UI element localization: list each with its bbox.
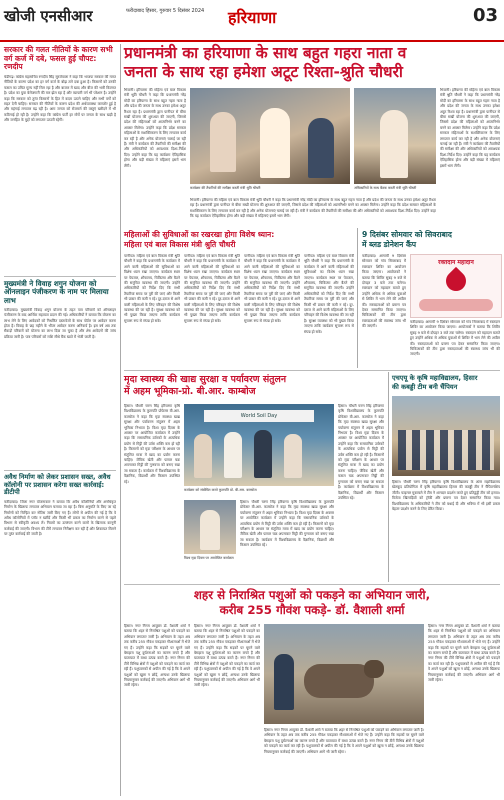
divider (4, 276, 116, 277)
cattle-body-col4: हिसार। नगर निगम आयुक्त डॉ. वैशाली शर्मा ने बताया कि शहर से निराश्रित पशुओं को पकड़ने का अभियान लगातार जारी है। अभियान के तहत अब तक करीब 255 गौवंश पकड़कर गौशालाओं में भेजे गए हैं। उन्होंने कहा कि सड़कों पर घूमने वाले बेसहारा पशु दुर्घटनाओं का कारण बनते हैं और यातायात में बाधा उत्पन्न करते हैं। नगर निगम की टीमें विभिन्न क्षेत्रों में पशुओं को पकड़ने का कार्य कर रही हैं। पशुपालकों से अपील की गई है कि वे अपने पशुओं को खुला न छोड़ें, अन्यथा उनके खिलाफ नियमानुसार कार्रवाई की जाएगी। अभियान आगे भी जारी रहेगा। (428, 624, 500, 683)
women-body-col4: पानीपत। महिला एवं बाल विकास मंत्री श्रुति चौधरी ने कहा कि प्रधानमंत्री के कार्यक्रम में आने वाली महिलाओं की सुविधाओं का विशेष ध्यान रखा जाएगा। कार्यक्रम स्थल पर पेयजल, शौचालय, चिकित्सा और बैठने की समुचित व्यवस्था की जाएगी। उन्होंने अधिकारियों को निर्देश दिए कि सभी तैयारियां समय पर पूरी की जाएं और किसी भी प्रकार की कमी न रहे। दूर-दराज से आने वाली महिलाओं के लिए परिवहन की विशेष व्यवस्था की जा रही है। सुरक्षा व्यवस्था को भी पुख्ता किया जाएगा ताकि कार्यक्रम सुचारू रूप से संपन्न हो सके। (304, 254, 354, 334)
lead-col1 (124, 88, 186, 228)
lead-caption-2: अधिकारियों के साथ बैठक करती मंत्री श्रुति चौधरी (354, 186, 417, 190)
blood-drop-icon (442, 267, 470, 295)
left-bottom-headline: अवैध निर्माण को लेकर प्रशासन सख्त, अवैध कॉलोनी पर प्रशासन करेगा सख्त कार्रवाई: डीटीपी (4, 473, 111, 497)
section-title: हरियाणा (228, 8, 277, 27)
women-headline-line2: महिला एवं बाल विकास मंत्री श्रुति चौधरी (124, 240, 236, 249)
lead-headline-line2: जनता के साथ रहा हमेशा अटूट रिश्ता-श्रुति चौधरी (124, 63, 403, 81)
person-figure (210, 112, 236, 172)
divider (4, 470, 116, 471)
person-figure (284, 434, 302, 478)
lead-headline-line1: प्रधानमंत्री का हरियाणा के साथ बहुत गहरा नाता व (124, 44, 407, 62)
women-body-col1: पानीपत। महिला एवं बाल विकास मंत्री श्रुति चौधरी ने कहा कि प्रधानमंत्री के कार्यक्रम में आने वाली महिलाओं की सुविधाओं का विशेष ध्यान रखा जाएगा। कार्यक्रम स्थल पर पेयजल, शौचालय, चिकित्सा और बैठने की समुचित व्यवस्था की जाएगी। उन्होंने अधिकारियों को निर्देश दिए कि सभी तैयारियां समय पर पूरी की जाएं और किसी भी प्रकार की कमी न रहे। दूर-दराज से आने वाली महिलाओं के लिए परिवहन की विशेष व्यवस्था की जा रही है। सुरक्षा व्यवस्था को भी पुख्ता किया जाएगा ताकि कार्यक्रम सुचारू रूप से संपन्न हो सके। (124, 254, 180, 323)
blood-body-col2: फरीदाबाद। आगामी 9 दिसंबर सोमवार को गांव सिवराबाद में रक्तदान शिविर का आयोजन किया जाएगा। आयोजकों ने बताया कि शिविर सुबह 9 बजे से दोपहर 3 बजे तक चलेगा। रक्तदान को महादान बताते हुए उन्होंने अधिक से अधिक युवाओं से शिविर में भाग लेने की अपील की। रक्तदाताओं को प्रमाण पत्र देकर सम्मानित किया जाएगा। चिकित्सकों की टीम द्वारा रक्तदाताओं की स्वास्थ्य जांच भी की जाएगी। (410, 320, 500, 357)
women-body-col2: पानीपत। महिला एवं बाल विकास मंत्री श्रुति चौधरी ने कहा कि प्रधानमंत्री के कार्यक्रम में आने वाली महिलाओं की सुविधाओं का विशेष ध्यान रखा जाएगा। कार्यक्रम स्थल पर पेयजल, शौचालय, चिकित्सा और बैठने की समुचित व्यवस्था की जाएगी। उन्होंने अधिकारियों को निर्देश दिए कि सभी तैयारियां समय पर पूरी की जाएं और किसी भी प्रकार की कमी न रहे। दूर-दराज से आने वाली महिलाओं के लिए परिवहन की विशेष व्यवस्था की जा रही है। सुरक्षा व्यवस्था को भी पुख्ता किया जाएगा ताकि कार्यक्रम सुचारू रूप से संपन्न हो सके। (184, 254, 240, 323)
lead-body-right: भिवानी। हरियाणा की महिला एवं बाल विकास मंत्री श्रुति चौधरी ने कहा कि प्रधानमंत्री नरेंद्र मोदी का हरियाणा के साथ बहुत गहरा नाता है और प्रदेश की जनता के साथ उनका हमेशा अटूट रिश्ता रहा है। प्रधानमंत्री द्वारा पानीपत से बीमा सखी योजना की शुरुआत की जाएगी, जिससे प्रदेश की महिलाओं को आत्मनिर्भर बनने का अवसर मिलेगा। उन्होंने कहा कि प्रदेश सरकार महिलाओं के सशक्तिकरण के लिए लगातार कार्य कर रही है और अनेक योजनाएं चलाई जा रही हैं। मंत्री ने कार्यक्रम की तैयारियों की समीक्षा की और अधिकारियों को आवश्यक दिशा-निर्देश दिए। उन्होंने कहा कि यह कार्यक्रम ऐतिहासिक होगा और बड़ी संख्या में महिलाएं इसमें भाग लेंगी। (440, 88, 500, 168)
blood-headline-line2: में ब्लड डोनेशन कैंप (362, 240, 417, 249)
person-figure (194, 434, 212, 478)
health-photo-2 (184, 500, 236, 554)
health-body-col2: हिसार। चौधरी चरण सिंह हरियाणा कृषि विश्वविद्यालय के कुलपति प्रोफेसर बी.आर. काम्बोज ने कहा कि मृदा स्वास्थ्य खाद्य सुरक्षा और पर्यावरण संतुलन में अहम भूमिका निभाता है। विश्व मृदा दिवस के अवसर पर आयोजित कार्यक्रम में उन्होंने कहा कि रासायनिक उर्वरकों के अत्यधिक प्रयोग से मिट्टी की उर्वरा शक्ति कम हो रही है। किसानों को मृदा परीक्षण के आधार पर संतुलित मात्रा में खाद का प्रयोग करना चाहिए। जैविक खेती और फसल चक्र अपनाकर मिट्टी की गुणवत्ता को बनाए रखा जा सकता है। कार्यक्रम में विश्वविद्यालय के वैज्ञानिक, विद्यार्थी और किसान उपस्थित रहे। (240, 500, 334, 548)
column-rule (357, 228, 358, 368)
divider (124, 584, 500, 585)
cattle-body-col1: हिसार। नगर निगम आयुक्त डॉ. वैशाली शर्मा ने बताया कि शहर से निराश्रित पशुओं को पकड़ने का अभियान लगातार जारी है। अभियान के तहत अब तक करीब 255 गौवंश पकड़कर गौशालाओं में भेजे गए हैं। उन्होंने कहा कि सड़कों पर घूमने वाले बेसहारा पशु दुर्घटनाओं का कारण बनते हैं और यातायात में बाधा उत्पन्न करते हैं। नगर निगम की टीमें विभिन्न क्षेत्रों में पशुओं को पकड़ने का कार्य कर रही हैं। पशुपालकों से अपील की गई है कि वे अपने पशुओं को खुला न छोड़ें, अन्यथा उनके खिलाफ नियमानुसार कार्रवाई की जाएगी। अभियान आगे भी जारी रहेगा। (124, 624, 190, 688)
hau-story-headline (392, 374, 500, 392)
cattle-body-col3: हिसार। नगर निगम आयुक्त डॉ. वैशाली शर्मा ने बताया कि शहर से निराश्रित पशुओं को पकड़ने का अभियान लगातार जारी है। अभियान के तहत अब तक करीब 255 गौवंश पकड़कर गौशालाओं में भेजे गए हैं। उन्होंने कहा कि सड़कों पर घूमने वाले बेसहारा पशु दुर्घटनाओं का कारण बनते हैं और यातायात में बाधा उत्पन्न करते हैं। नगर निगम की टीमें विभिन्न क्षेत्रों में पशुओं को पकड़ने का कार्य कर रही हैं। पशुपालकों से अपील की गई है कि वे अपने पशुओं को खुला न छोड़ें, अन्यथा उनके खिलाफ नियमानुसार कार्रवाई की जाएगी। अभियान आगे भी जारी रहेगा। (264, 728, 424, 754)
health-photo-main (184, 404, 334, 486)
lead-photo-1 (190, 88, 350, 184)
blood-story-headline (362, 230, 500, 250)
cattle-photo (264, 624, 424, 724)
divider (124, 370, 500, 371)
hau-body: हिसार। चौधरी चरण सिंह हरियाणा कृषि विश्वविद्यालय के अंतर महाविद्यालय खेलकूद प्रतियोगिता में कृषि महाविद्यालय हिसार की कबड्डी टीम ने चैंपियनशिप जीती। फाइनल मुकाबले में टीम ने शानदार प्रदर्शन करते हुए प्रतिद्वंद्वी टीम को हराया। विजेता खिलाड़ियों को ट्रॉफी और प्रमाण पत्र देकर सम्मानित किया गया। विश्वविद्यालय के अधिकारियों ने टीम को बधाई दी और भविष्य में भी इसी प्रकार बेहतर प्रदर्शन करने के लिए प्रेरित किया। (392, 480, 500, 512)
world-soil-day-banner: World Soil Day (204, 410, 314, 422)
blood-donation-graphic (410, 254, 502, 318)
masthead (0, 0, 504, 42)
arm-shape (419, 299, 493, 311)
person-figure (380, 110, 408, 178)
women-body-col3: पानीपत। महिला एवं बाल विकास मंत्री श्रुति चौधरी ने कहा कि प्रधानमंत्री के कार्यक्रम में आने वाली महिलाओं की सुविधाओं का विशेष ध्यान रखा जाएगा। कार्यक्रम स्थल पर पेयजल, शौचालय, चिकित्सा और बैठने की समुचित व्यवस्था की जाएगी। उन्होंने अधिकारियों को निर्देश दिए कि सभी तैयारियां समय पर पूरी की जाएं और किसी भी प्रकार की कमी न रहे। दूर-दराज से आने वाली महिलाओं के लिए परिवहन की विशेष व्यवस्था की जा रही है। सुरक्षा व्यवस्था को भी पुख्ता किया जाएगा ताकि कार्यक्रम सुचारू रूप से संपन्न हो सके। (244, 254, 300, 323)
lead-caption-1: कार्यक्रम की तैयारियों की समीक्षा करती मंत्री श्रुति चौधरी (190, 186, 261, 190)
column-rule (120, 44, 121, 796)
lead-photo-2 (354, 88, 436, 184)
left-top-story (4, 46, 116, 225)
blood-headline-line1: 9 दिसंबर सोमवार को सिवराबाद (362, 230, 452, 239)
health-story-headline (124, 374, 380, 398)
cow-head-shape (364, 660, 384, 678)
team-group-shape (398, 430, 494, 470)
cattle-body-col2: हिसार। नगर निगम आयुक्त डॉ. वैशाली शर्मा ने बताया कि शहर से निराश्रित पशुओं को पकड़ने का अभियान लगातार जारी है। अभियान के तहत अब तक करीब 255 गौवंश पकड़कर गौशालाओं में भेजे गए हैं। उन्होंने कहा कि सड़कों पर घूमने वाले बेसहारा पशु दुर्घटनाओं का कारण बनते हैं और यातायात में बाधा उत्पन्न करते हैं। नगर निगम की टीमें विभिन्न क्षेत्रों में पशुओं को पकड़ने का कार्य कर रही हैं। पशुपालकों से अपील की गई है कि वे अपने पशुओं को खुला न छोड़ें, अन्यथा उनके खिलाफ नियमानुसार कार्रवाई की जाएगी। अभियान आगे भी जारी रहेगा। (194, 624, 260, 688)
left-top-body: चंडीगढ़। कांग्रेस महासचिव रणदीप सिंह सुरजेवाला ने कहा कि भाजपा सरकार की गलत नीतियों के कारण प्रदेश का हर वर्ग कर्ज के बोझ तले दबा हुआ है। किसानों को उनकी फसल का उचित मूल्य नहीं मिल रहा है और बाजार में खाद और बीज की भारी किल्लत है। प्रदेश का युवा बेरोजगारी की मार झेल रहा है और व्यापारी वर्ग भी परेशान है। उन्होंने कहा कि सरकार को तुरंत किसानों के हित में कदम उठाने चाहिए और सभी वर्गों को राहत देनी चाहिए। सरकार की नीतियों के कारण प्रदेश की अर्थव्यवस्था कमजोर हुई है और महंगाई लगातार बढ़ रही है। आम जनता को रोजमर्रा की वस्तुएं खरीदने में भी कठिनाई हो रही है। उन्होंने कहा कि कांग्रेस पार्टी हर मोर्चे पर जनता के साथ खड़ी है और जनहित के मुद्दों को लगातार उठाती रहेगी। (4, 74, 116, 123)
left-top-headline: सरकार की गलत नीतियों के कारण सभी वर्ग कर्ज में दबे, फसल हुई चौपट: रणदीप (4, 45, 113, 72)
cattle-story-headline (124, 588, 500, 618)
blood-body-col1: फरीदाबाद। आगामी 9 दिसंबर सोमवार को गांव सिवराबाद में रक्तदान शिविर का आयोजन किया जाएगा। आयोजकों ने बताया कि शिविर सुबह 9 बजे से दोपहर 3 बजे तक चलेगा। रक्तदान को महादान बताते हुए उन्होंने अधिक से अधिक युवाओं से शिविर में भाग लेने की अपील की। रक्तदाताओं को प्रमाण पत्र देकर सम्मानित किया जाएगा। चिकित्सकों की टीम द्वारा रक्तदाताओं की स्वास्थ्य जांच भी की जाएगी। (362, 254, 406, 329)
left-bottom-body: फरीदाबाद। जिला नगर योजनाकार ने बताया कि अवैध कॉलोनियों और अनधिकृत निर्माण के खिलाफ लगातार अभियान चलाया जा रहा है। बिना अनुमति के किए जा रहे निर्माणों को चिन्हित कर नोटिस जारी किए गए हैं। लोगों से अपील की गई है कि वे अवैध कॉलोनियों में प्लॉट न खरीदें और किसी भी प्रकार का निर्माण करने से पहले विभाग से स्वीकृति अवश्य लें। नियमों का उल्लंघन करने वालों के खिलाफ कानूनी कार्रवाई की जाएगी। विभाग की टीमें लगातार निरीक्षण कर रही हैं और शिकायत मिलने पर तुरंत कार्रवाई की जाती है। (4, 499, 116, 537)
edition-meta: फरीदाबाद हिसार, गुरुवार 5 दिसंबर 2024 (126, 8, 205, 14)
health-caption-2: विश्व मृदा दिवस पर आयोजित कार्यक्रम (184, 556, 234, 560)
left-mid-story (4, 280, 116, 482)
lead-story-headline (124, 44, 500, 82)
left-mid-headline: मुख्यमंत्री ने विवाह शगुन योजना को ऑनलाइन पंजीकरण के नाम पर मिलाया लाभ (4, 279, 109, 305)
page-number: 03 (472, 5, 498, 26)
left-mid-body: फरीदाबाद। मुख्यमंत्री विवाह शगुन योजना के तहत पात्र परिवारों को ऑनलाइन पंजीकरण के बाद आर्थिक सहायता प्रदान की गई। अधिकारियों ने बताया कि योजना का लाभ लेने के लिए आवेदकों को निर्धारित दस्तावेजों के साथ पोर्टल पर आवेदन करना होता है। विवाह के छह महीने के भीतर आवेदन करना अनिवार्य है। इस वर्ष अब तक सैकड़ों परिवारों को योजना का लाभ दिया जा चुका है और शेष आवेदनों की जांच प्रक्रिया जारी है। पात्र परिवारों को राशि सीधे बैंक खाते में भेजी जाती है। (4, 307, 116, 339)
health-headline-line2: में अहम भूमिका-प्रो. बी.आर. काम्बोज (124, 386, 256, 397)
health-body-col1: हिसार। चौधरी चरण सिंह हरियाणा कृषि विश्वविद्यालय के कुलपति प्रोफेसर बी.आर. काम्बोज ने कहा कि मृदा स्वास्थ्य खाद्य सुरक्षा और पर्यावरण संतुलन में अहम भूमिका निभाता है। विश्व मृदा दिवस के अवसर पर आयोजित कार्यक्रम में उन्होंने कहा कि रासायनिक उर्वरकों के अत्यधिक प्रयोग से मिट्टी की उर्वरा शक्ति कम हो रही है। किसानों को मृदा परीक्षण के आधार पर संतुलित मात्रा में खाद का प्रयोग करना चाहिए। जैविक खेती और फसल चक्र अपनाकर मिट्टी की गुणवत्ता को बनाए रखा जा सकता है। कार्यक्रम में विश्वविद्यालय के वैज्ञानिक, विद्यार्थी और किसान उपस्थित रहे। (124, 404, 180, 484)
blood-graphic-label: रक्तदान महादान (438, 259, 474, 266)
person-figure (308, 118, 334, 178)
women-headline-line1: महिलाओं की सुविधाओं का रखरखा होगा विशेष ध्यान: (124, 230, 275, 239)
cattle-headline-line1: शहर से निराश्रित पशुओं को पकड़ने का अभियान जारी, (193, 588, 431, 602)
hau-headline-line2: की कबड्डी टीम बनी चैंपियन (392, 383, 458, 391)
person-figure (274, 654, 294, 710)
person-figure (260, 108, 290, 178)
person-figure (224, 432, 242, 478)
hau-team-photo (392, 396, 500, 476)
column-rule (388, 372, 389, 582)
women-story-headline (124, 230, 354, 250)
person-figure (254, 430, 272, 478)
lead-body-col1: भिवानी। हरियाणा की महिला एवं बाल विकास मंत्री श्रुति चौधरी ने कहा कि प्रधानमंत्री नरेंद्र मोदी का हरियाणा के साथ बहुत गहरा नाता है और प्रदेश की जनता के साथ उनका हमेशा अटूट रिश्ता रहा है। प्रधानमंत्री द्वारा पानीपत से बीमा सखी योजना की शुरुआत की जाएगी, जिससे प्रदेश की महिलाओं को आत्मनिर्भर बनने का अवसर मिलेगा। उन्होंने कहा कि प्रदेश सरकार महिलाओं के सशक्तिकरण के लिए लगातार कार्य कर रही है और अनेक योजनाएं चलाई जा रही हैं। मंत्री ने कार्यक्रम की तैयारियों की समीक्षा की और अधिकारियों को आवश्यक दिशा-निर्देश दिए। उन्होंने कहा कि यह कार्यक्रम ऐतिहासिक होगा और बड़ी संख्या में महिलाएं इसमें भाग लेंगी। (124, 88, 186, 168)
health-caption-1: कार्यक्रम को संबोधित करते कुलपति प्रो. बी.आर. काम्बोज (184, 488, 257, 492)
left-bottom-story (4, 474, 116, 790)
lead-body-under: भिवानी। हरियाणा की महिला एवं बाल विकास मंत्री श्रुति चौधरी ने कहा कि प्रधानमंत्री नरेंद्र मोदी का हरियाणा के साथ बहुत गहरा नाता है और प्रदेश की जनता के साथ उनका हमेशा अटूट रिश्ता रहा है। प्रधानमंत्री द्वारा पानीपत से बीमा सखी योजना की शुरुआत की जाएगी, जिससे प्रदेश की महिलाओं को आत्मनिर्भर बनने का अवसर मिलेगा। उन्होंने कहा कि प्रदेश सरकार महिलाओं के सशक्तिकरण के लिए लगातार कार्य कर रही है और अनेक योजनाएं चलाई जा रही हैं। मंत्री ने कार्यक्रम की तैयारियों की समीक्षा की और अधिकारियों को आवश्यक दिशा-निर्देश दिए। उन्होंने कहा कि यह कार्यक्रम ऐतिहासिक होगा और बड़ी संख्या में महिलाएं इसमें भाग लेंगी। (190, 198, 436, 219)
person-figure (200, 510, 220, 550)
lead-col-right (440, 88, 500, 228)
hau-headline-line1: एचएयू के कृषि महाविद्यालय, हिसार (392, 374, 478, 382)
cattle-headline-line2: करीब 255 गौवंश पकड़े- डॉ. वैशाली शर्मा (219, 603, 405, 617)
health-body-col3: हिसार। चौधरी चरण सिंह हरियाणा कृषि विश्वविद्यालय के कुलपति प्रोफेसर बी.आर. काम्बोज ने कहा कि मृदा स्वास्थ्य खाद्य सुरक्षा और पर्यावरण संतुलन में अहम भूमिका निभाता है। विश्व मृदा दिवस के अवसर पर आयोजित कार्यक्रम में उन्होंने कहा कि रासायनिक उर्वरकों के अत्यधिक प्रयोग से मिट्टी की उर्वरा शक्ति कम हो रही है। किसानों को मृदा परीक्षण के आधार पर संतुलित मात्रा में खाद का प्रयोग करना चाहिए। जैविक खेती और फसल चक्र अपनाकर मिट्टी की गुणवत्ता को बनाए रखा जा सकता है। कार्यक्रम में विश्वविद्यालय के वैज्ञानिक, विद्यार्थी और किसान उपस्थित रहे। (338, 404, 384, 500)
newspaper-name: खोजी एनसीआर (4, 7, 93, 25)
health-headline-line1: मृदा स्वास्थ्य की खाद्य सुरक्षा व पर्यावरण संतुलन (124, 374, 287, 385)
